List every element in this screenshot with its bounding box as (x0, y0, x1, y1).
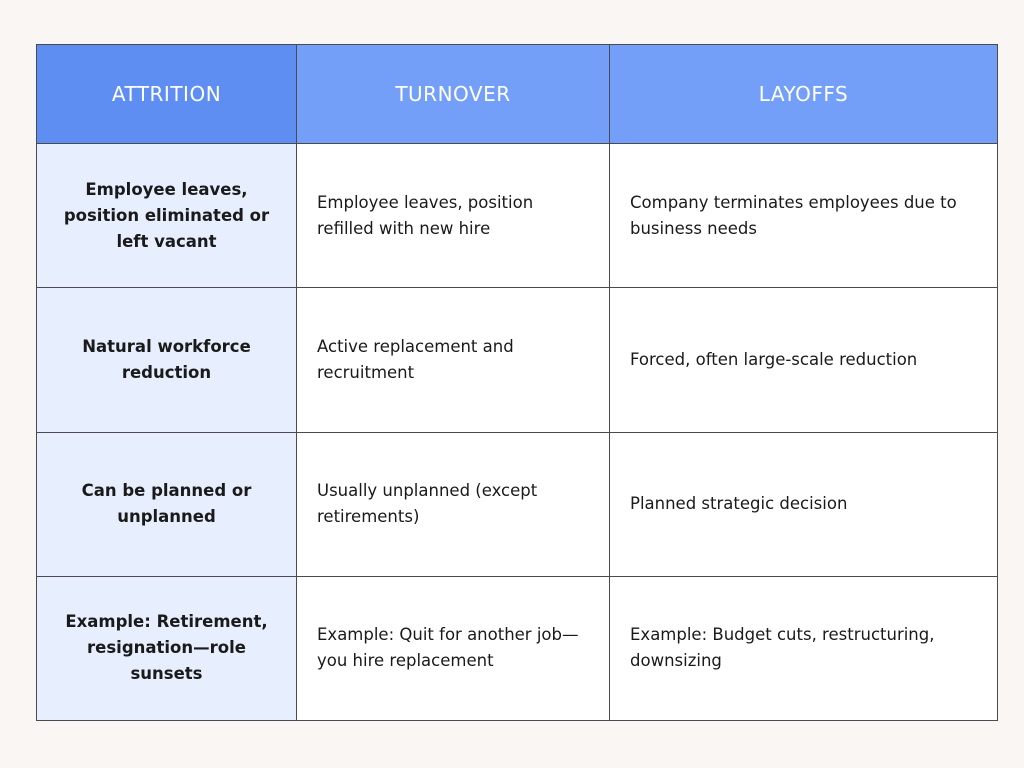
table-row (37, 432, 998, 576)
cell-attrition: Can be planned or unplanned (37, 432, 297, 576)
cell-attrition: Example: Retirement, resignation—role sunsets (37, 576, 297, 720)
cell-turnover: Usually unplanned (except retirements) (297, 432, 610, 576)
cell-layoffs: Company terminates employees due to business needs (610, 144, 998, 288)
cell-attrition: Natural workforce reduction (37, 288, 297, 432)
header-turnover: TURNOVER (297, 45, 610, 144)
comparison-table (36, 44, 998, 721)
table-row (37, 576, 998, 720)
header-row (37, 45, 998, 144)
cell-turnover: Example: Quit for another job—you hire replacement (297, 576, 610, 720)
header-attrition: ATTRITION (37, 45, 297, 144)
cell-turnover: Employee leaves, position refilled with new hire (297, 144, 610, 288)
header-layoffs: LAYOFFS (610, 45, 998, 144)
table-row (37, 288, 998, 432)
cell-layoffs: Forced, often large-scale reduction (610, 288, 998, 432)
table-row (37, 144, 998, 288)
cell-attrition: Employee leaves, position eliminated or left vacant (37, 144, 297, 288)
cell-turnover: Active replacement and recruitment (297, 288, 610, 432)
cell-layoffs: Example: Budget cuts, restructuring, downsizing (610, 576, 998, 720)
cell-layoffs: Planned strategic decision (610, 432, 998, 576)
